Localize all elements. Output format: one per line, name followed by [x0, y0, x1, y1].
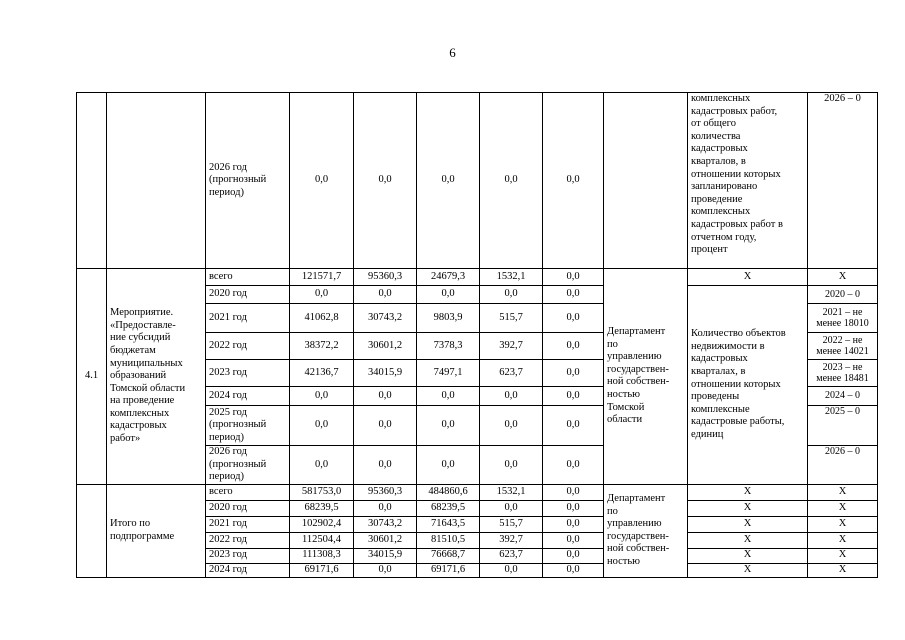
federal-budget-cell: 95360,3	[354, 484, 417, 500]
federal-budget-cell: 30743,2	[354, 304, 417, 333]
federal-budget-cell: 0,0	[354, 93, 417, 269]
total-amount-cell: 581753,0	[290, 484, 354, 500]
extrabudgetary-cell: 0,0	[543, 532, 604, 548]
extrabudgetary-cell: 0,0	[543, 304, 604, 333]
local-budget-cell: 0,0	[480, 286, 543, 304]
page-number: 6	[449, 45, 456, 60]
indicator-target-cell: Х	[808, 500, 878, 516]
regional-budget-cell: 7497,1	[417, 360, 480, 387]
local-budget-cell: 0,0	[480, 446, 543, 485]
extrabudgetary-cell: 0,0	[543, 406, 604, 446]
total-target-cell: Х	[808, 269, 878, 286]
indicator-target-cell: Х	[808, 484, 878, 500]
regional-budget-cell: 0,0	[417, 387, 480, 406]
federal-budget-cell: 0,0	[354, 387, 417, 406]
total-amount-cell: 42136,7	[290, 360, 354, 387]
regional-budget-cell: 24679,3	[417, 269, 480, 286]
name-cell	[107, 93, 206, 269]
extrabudgetary-cell: 0,0	[543, 360, 604, 387]
federal-budget-cell: 30601,2	[354, 532, 417, 548]
local-budget-cell: 1532,1	[480, 484, 543, 500]
federal-budget-cell: 0,0	[354, 286, 417, 304]
extrabudgetary-cell: 0,0	[543, 387, 604, 406]
total-amount-cell: 0,0	[290, 406, 354, 446]
extrabudgetary-cell: 0,0	[543, 563, 604, 577]
extrabudgetary-cell: 0,0	[543, 269, 604, 286]
total-amount-cell: 38372,2	[290, 333, 354, 360]
regional-budget-cell: 0,0	[417, 446, 480, 485]
total-amount-cell: 68239,5	[290, 500, 354, 516]
indicator-target-cell: 2026 – 0	[808, 446, 878, 485]
regional-budget-cell: 484860,6	[417, 484, 480, 500]
table-row	[77, 484, 878, 500]
indicator-target-cell: Х	[808, 532, 878, 548]
measure-number-cell: 4.1	[77, 269, 107, 485]
total-amount-cell: 0,0	[290, 387, 354, 406]
total-executor-cell: Департамент по управлению государствен- ной собствен- ностью	[604, 484, 688, 577]
indicator-target-cell: Х	[808, 548, 878, 563]
year-cell: 2021 год	[206, 304, 290, 333]
indicator-target-cell: 2023 – не менее 18481	[808, 360, 878, 387]
executor-cell	[604, 93, 688, 269]
year-cell: 2025 год (прогнозный период)	[206, 406, 290, 446]
extrabudgetary-cell: 0,0	[543, 93, 604, 269]
local-budget-cell: 0,0	[480, 500, 543, 516]
extrabudgetary-cell: 0,0	[543, 333, 604, 360]
indicator-target-cell: 2021 – не менее 18010	[808, 304, 878, 333]
year-cell: 2021 год	[206, 516, 290, 532]
year-cell: 2024 год	[206, 387, 290, 406]
local-budget-cell: 0,0	[480, 406, 543, 446]
measure-name-cell: Мероприятие. «Предоставле- ние субсидий бюджетам муниципальных образований Томской области на проведение комплексных кадастровых работ»	[107, 269, 206, 485]
extrabudgetary-cell: 0,0	[543, 446, 604, 485]
total-amount-cell: 102902,4	[290, 516, 354, 532]
year-cell: 2024 год	[206, 563, 290, 577]
federal-budget-cell: 30743,2	[354, 516, 417, 532]
total-name-cell: Итого по подпрограмме	[107, 484, 206, 577]
extrabudgetary-cell: 0,0	[543, 500, 604, 516]
total-indicator-cell: Х	[688, 269, 808, 286]
subprogram-table-container	[76, 92, 878, 578]
local-budget-cell: 515,7	[480, 516, 543, 532]
total-number-cell	[77, 484, 107, 577]
regional-budget-cell: 9803,9	[417, 304, 480, 333]
table-row	[77, 93, 878, 269]
year-cell: 2020 год	[206, 500, 290, 516]
extrabudgetary-cell: 0,0	[543, 548, 604, 563]
extrabudgetary-cell: 0,0	[543, 484, 604, 500]
regional-budget-cell: 69171,6	[417, 563, 480, 577]
total-amount-cell: 121571,7	[290, 269, 354, 286]
indicator-target-cell: 2020 – 0	[808, 286, 878, 304]
measure-executor-cell: Департамент по управлению государствен- ной собствен- ностью Томской области	[604, 269, 688, 485]
indicator-cell: комплексных кадастровых работ, от общего количества кадастровых кварталов, в отношении которых запланировано проведение комплексных кадастровых работ в отчетном году, процент	[688, 93, 808, 269]
federal-budget-cell: 34015,9	[354, 548, 417, 563]
year-cell: 2023 год	[206, 548, 290, 563]
local-budget-cell: 392,7	[480, 333, 543, 360]
regional-budget-cell: 0,0	[417, 93, 480, 269]
regional-budget-cell: 0,0	[417, 286, 480, 304]
regional-budget-cell: 0,0	[417, 406, 480, 446]
indicator-target-cell: 2025 – 0	[808, 406, 878, 446]
federal-budget-cell: 0,0	[354, 446, 417, 485]
indicator-cell: Х	[688, 548, 808, 563]
local-budget-cell: 392,7	[480, 532, 543, 548]
indicator-target-cell: 2026 – 0	[808, 93, 878, 269]
year-cell: 2022 год	[206, 532, 290, 548]
regional-budget-cell: 81510,5	[417, 532, 480, 548]
year-cell: 2026 год (прогнозный период)	[206, 93, 290, 269]
extrabudgetary-cell: 0,0	[543, 516, 604, 532]
total-amount-cell: 69171,6	[290, 563, 354, 577]
year-cell: всего	[206, 484, 290, 500]
regional-budget-cell: 68239,5	[417, 500, 480, 516]
year-cell: 2020 год	[206, 286, 290, 304]
federal-budget-cell: 95360,3	[354, 269, 417, 286]
indicator-cell: Х	[688, 532, 808, 548]
indicator-target-cell: 2022 – не менее 14021	[808, 333, 878, 360]
total-amount-cell: 0,0	[290, 286, 354, 304]
indicator-cell: Х	[688, 500, 808, 516]
regional-budget-cell: 7378,3	[417, 333, 480, 360]
federal-budget-cell: 30601,2	[354, 333, 417, 360]
year-cell: 2026 год (прогнозный период)	[206, 446, 290, 485]
subprogram-financing-table	[76, 92, 878, 578]
local-budget-cell: 0,0	[480, 563, 543, 577]
indicator-target-cell: Х	[808, 516, 878, 532]
indicator-cell: Х	[688, 563, 808, 577]
total-amount-cell: 0,0	[290, 93, 354, 269]
federal-budget-cell: 0,0	[354, 563, 417, 577]
year-cell: 2023 год	[206, 360, 290, 387]
total-amount-cell: 111308,3	[290, 548, 354, 563]
table-row	[77, 269, 878, 286]
regional-budget-cell: 71643,5	[417, 516, 480, 532]
local-budget-cell: 1532,1	[480, 269, 543, 286]
local-budget-cell: 623,7	[480, 360, 543, 387]
table-body	[77, 93, 878, 578]
local-budget-cell: 0,0	[480, 93, 543, 269]
local-budget-cell: 515,7	[480, 304, 543, 333]
indicator-cell: Х	[688, 516, 808, 532]
regional-budget-cell: 76668,7	[417, 548, 480, 563]
federal-budget-cell: 34015,9	[354, 360, 417, 387]
indicator-target-cell: Х	[808, 563, 878, 577]
number-cell	[77, 93, 107, 269]
total-amount-cell: 41062,8	[290, 304, 354, 333]
year-cell: всего	[206, 269, 290, 286]
total-amount-cell: 0,0	[290, 446, 354, 485]
federal-budget-cell: 0,0	[354, 500, 417, 516]
measure-indicator-cell: Количество объектов недвижимости в кадастровых кварталах, в отношении которых проведены комплексные кадастровые работы, единиц	[688, 286, 808, 485]
local-budget-cell: 0,0	[480, 387, 543, 406]
local-budget-cell: 623,7	[480, 548, 543, 563]
federal-budget-cell: 0,0	[354, 406, 417, 446]
year-cell: 2022 год	[206, 333, 290, 360]
indicator-cell: Х	[688, 484, 808, 500]
extrabudgetary-cell: 0,0	[543, 286, 604, 304]
total-amount-cell: 112504,4	[290, 532, 354, 548]
indicator-target-cell: 2024 – 0	[808, 387, 878, 406]
